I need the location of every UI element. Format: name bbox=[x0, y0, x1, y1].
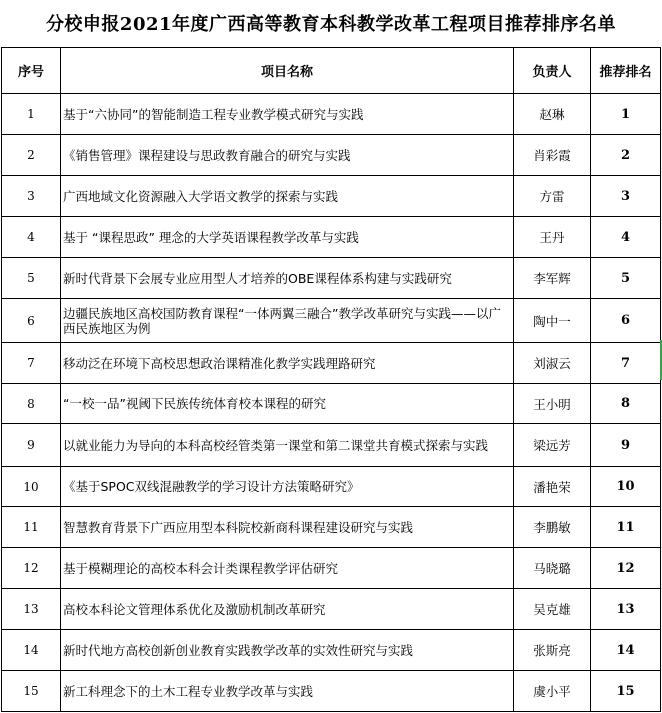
cell-project-name[interactable]: “一校一品”视阈下民族传统体育校本课程的研究 bbox=[61, 384, 514, 424]
cell-rank[interactable]: 5 bbox=[591, 258, 661, 299]
cell-person[interactable]: 李鹏敏 bbox=[514, 507, 591, 548]
cell-person[interactable]: 马晓璐 bbox=[514, 548, 591, 589]
cell-project-name[interactable]: 新时代地方高校创新创业教育实践教学改革的实效性研究与实践 bbox=[61, 630, 514, 671]
document-title: 分校申报2021年度广西高等教育本科教学改革工程项目推荐排序名单 bbox=[45, 14, 617, 35]
cell-project-name[interactable]: 基于模糊理论的高校本科会计类课程教学评估研究 bbox=[61, 548, 514, 589]
cell-project-name[interactable]: 新时代背景下会展专业应用型人才培养的OBE课程体系构建与实践研究 bbox=[61, 258, 514, 299]
cell-index[interactable]: 6 bbox=[2, 299, 61, 343]
cell-rank[interactable]: 13 bbox=[591, 589, 661, 630]
cell-person[interactable]: 赵琳 bbox=[514, 94, 591, 135]
cell-project-name[interactable]: 《销售管理》课程建设与思政教育融合的研究与实践 bbox=[61, 135, 514, 176]
table-row bbox=[2, 630, 661, 671]
cell-index[interactable]: 1 bbox=[2, 94, 61, 135]
cell-index[interactable]: 13 bbox=[2, 589, 61, 630]
cell-rank[interactable]: 7 bbox=[591, 343, 661, 384]
cell-person[interactable]: 方雷 bbox=[514, 176, 591, 217]
table-row bbox=[2, 299, 661, 343]
cell-index[interactable]: 12 bbox=[2, 548, 61, 589]
cell-person[interactable]: 梁远芳 bbox=[514, 424, 591, 467]
table-row bbox=[2, 217, 661, 258]
table-row bbox=[2, 258, 661, 299]
cell-person[interactable]: 王丹 bbox=[514, 217, 591, 258]
table-row bbox=[2, 467, 661, 507]
cell-index[interactable]: 9 bbox=[2, 424, 61, 467]
cell-index[interactable]: 14 bbox=[2, 630, 61, 671]
cell-index[interactable]: 8 bbox=[2, 384, 61, 424]
cell-project-name[interactable]: 新工科理念下的土木工程专业教学改革与实践 bbox=[61, 671, 514, 712]
cell-index[interactable]: 5 bbox=[2, 258, 61, 299]
cell-person[interactable]: 肖彩霞 bbox=[514, 135, 591, 176]
header-project-name[interactable]: 项目名称 bbox=[61, 48, 514, 94]
table-row bbox=[2, 589, 661, 630]
table-row bbox=[2, 343, 661, 384]
cell-rank[interactable]: 12 bbox=[591, 548, 661, 589]
cell-project-name[interactable]: 《基于SPOC双线混融教学的学习设计方法策略研究》 bbox=[61, 467, 514, 507]
cell-project-name[interactable]: 移动泛在环境下高校思想政治课精准化教学实践理路研究 bbox=[61, 343, 514, 384]
table-row bbox=[2, 176, 661, 217]
cell-rank[interactable]: 10 bbox=[591, 467, 661, 507]
cell-project-name[interactable]: 基于“六协同”的智能制造工程专业教学模式研究与实践 bbox=[61, 94, 514, 135]
cell-project-name[interactable]: 高校本科论文管理体系优化及激励机制改革研究 bbox=[61, 589, 514, 630]
cell-person[interactable]: 张斯亮 bbox=[514, 630, 591, 671]
table-row bbox=[2, 507, 661, 548]
cell-rank[interactable]: 2 bbox=[591, 135, 661, 176]
cell-index[interactable]: 10 bbox=[2, 467, 61, 507]
cell-rank[interactable]: 11 bbox=[591, 507, 661, 548]
cell-person[interactable]: 潘艳荣 bbox=[514, 467, 591, 507]
header-person[interactable]: 负责人 bbox=[514, 48, 591, 94]
table-row bbox=[2, 384, 661, 424]
cell-person[interactable]: 陶中一 bbox=[514, 299, 591, 343]
cell-rank[interactable]: 9 bbox=[591, 424, 661, 467]
cell-project-name[interactable]: 基于 “课程思政” 理念的大学英语课程教学改革与实践 bbox=[61, 217, 514, 258]
table-row bbox=[2, 548, 661, 589]
table-body bbox=[2, 94, 661, 712]
cell-rank[interactable]: 1 bbox=[591, 94, 661, 135]
cell-rank[interactable]: 4 bbox=[591, 217, 661, 258]
table-row bbox=[2, 135, 661, 176]
cell-index[interactable]: 15 bbox=[2, 671, 61, 712]
cell-rank[interactable]: 8 bbox=[591, 384, 661, 424]
table-row bbox=[2, 424, 661, 467]
cell-index[interactable]: 3 bbox=[2, 176, 61, 217]
cell-rank[interactable]: 14 bbox=[591, 630, 661, 671]
table-header-row bbox=[2, 48, 661, 94]
cell-rank[interactable]: 6 bbox=[591, 299, 661, 343]
cell-index[interactable]: 11 bbox=[2, 507, 61, 548]
cell-person[interactable]: 李军辉 bbox=[514, 258, 591, 299]
cell-index[interactable]: 7 bbox=[2, 343, 61, 384]
cell-project-name[interactable]: 以就业能力为导向的本科高校经管类第一课堂和第二课堂共育模式探索与实践 bbox=[61, 424, 514, 467]
cell-person[interactable]: 刘淑云 bbox=[514, 343, 591, 384]
cell-person[interactable]: 王小明 bbox=[514, 384, 591, 424]
header-rank[interactable]: 推荐排名 bbox=[591, 48, 661, 94]
cell-person[interactable]: 虞小平 bbox=[514, 671, 591, 712]
cell-rank[interactable]: 3 bbox=[591, 176, 661, 217]
cell-index[interactable]: 2 bbox=[2, 135, 61, 176]
cell-project-name[interactable]: 边疆民族地区高校国防教育课程“一体两翼三融合”教学改革研究与实践——以广西民族地区为例 bbox=[61, 299, 514, 343]
table-row bbox=[2, 94, 661, 135]
table-row bbox=[2, 671, 661, 712]
header-index[interactable]: 序号 bbox=[2, 48, 61, 94]
cell-rank[interactable]: 15 bbox=[591, 671, 661, 712]
cell-project-name[interactable]: 智慧教育背景下广西应用型本科院校新商科课程建设研究与实践 bbox=[61, 507, 514, 548]
cell-person[interactable]: 吴克雄 bbox=[514, 589, 591, 630]
cell-project-name[interactable]: 广西地域文化资源融入大学语文教学的探索与实践 bbox=[61, 176, 514, 217]
cell-index[interactable]: 4 bbox=[2, 217, 61, 258]
ranking-table bbox=[1, 47, 661, 712]
